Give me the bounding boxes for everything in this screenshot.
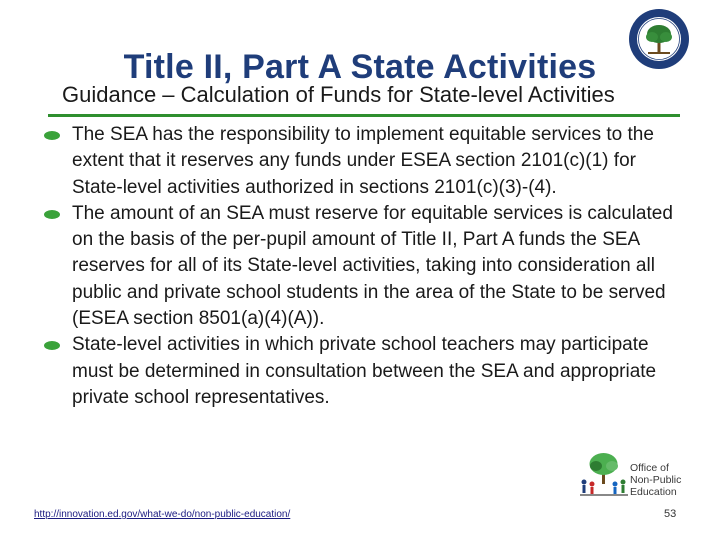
footer-link[interactable]: http://innovation.ed.gov/what-we-do/non-public-education/ xyxy=(34,509,291,520)
bullet-icon xyxy=(44,131,60,140)
bullet-item xyxy=(44,122,674,201)
bullet-text: State-level activities in which private school teachers may participate must be determined in consultation between the SEA and appropriate private school representatives. xyxy=(72,334,657,408)
bullet-text: The amount of an SEA must reserve for equitable services is calculated on the basis of the per-pupil amount of Title II, Part A funds the SEA reserves for all of its State-level activities, taking into consideration all public and private school students in the area of the State to be served (ESEA section 8501(a)(4)(A)). xyxy=(72,202,673,330)
office-name xyxy=(630,462,710,498)
bullet-list xyxy=(44,122,674,411)
office-name-line: Office of xyxy=(630,462,669,474)
bullet-item xyxy=(44,332,674,411)
bullet-item xyxy=(44,201,674,332)
page-number: 53 xyxy=(664,508,677,520)
bullet-icon xyxy=(44,341,60,350)
office-name-line: Education xyxy=(630,486,677,498)
slide-subtitle: Guidance – Calculation of Funds for State-level Activities xyxy=(62,82,615,107)
bullet-icon xyxy=(44,210,60,219)
slide-title: Title II, Part A State Activities xyxy=(123,48,597,86)
bullet-text: The SEA has the responsibility to implement equitable services to the extent that it reserves any funds under ESEA section 2101(c)(1) for State-level activities authorized in sections 2101(c)(3)-(4). xyxy=(72,124,654,198)
office-name-line: Non-Public xyxy=(630,474,682,486)
title-divider xyxy=(48,114,680,117)
